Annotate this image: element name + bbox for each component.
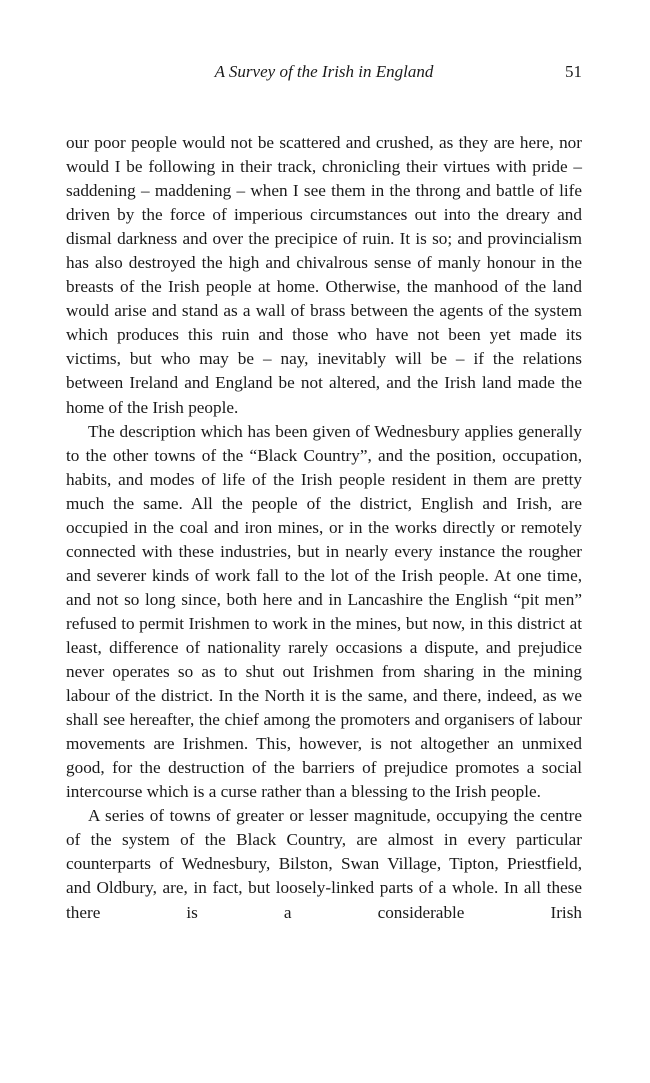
paragraph: The description which has been given of Wednesbury applies generally to the other towns of the “Black Country”, and the position, occupation, habits, and modes of life of the Irish people resident in them are pretty much the same. All the people of the district, English and Irish, are occupied in the coal and iron mines, or in the works directly or remotely connected with these industries, but in nearly every instance the rougher and severer kinds of work fall to the lot of the Irish people. At one time, and not so long since, both here and in Lancashire the English “pit men” refused to permit Irishmen to work in the mines, but now, in this district at least, difference of nationality rarely occasions a dispute, and prejudice never operates so as to shut out Irishmen from sharing in the mining labour of the district. In the North it is the same, and there, indeed, as we shall see hereafter, the chief among the promoters and organisers of labour movements are Irishmen. This, however, is not altogether an unmixed good, for the destruction of the barriers of prejudice promotes a social intercourse which is a curse rather than a blessing to the Irish people. — [66, 421, 582, 802]
page-number: 51 — [565, 62, 582, 81]
body-text — [66, 131, 582, 925]
running-head — [66, 62, 582, 86]
running-title: A Survey of the Irish in England — [214, 62, 434, 81]
paragraph: A series of towns of greater or lesser magnitude, occupying the centre of the system of the Black Country, are almost in every particular counterparts of Wednesbury, Bilston, Swan Village, Tipton, Priestfield, and Oldbury, are, in fact, but loosely-linked parts of a whole. In all these there is a considerable Irish — [66, 806, 582, 922]
paragraph: our poor people would not be scattered and crushed, as they are here, nor would I be following in their track, chronicling their virtues with pride – saddening – maddening – when I see them in the throng and battle of life driven by the force of imperious circumstances out into the dreary and dismal darkness and over the precipice of ruin. It is so; and provincialism has also destroyed the high and chivalrous sense of manly honour in the breasts of the Irish people at home. Otherwise, the manhood of the land would arise and stand as a wall of brass between the agents of the system which produces this ruin and those who have not been yet made its victims, but who may be – nay, inevitably will be – if the relations between Ireland and England be not altered, and the Irish land made the home of the Irish people. — [66, 133, 582, 417]
